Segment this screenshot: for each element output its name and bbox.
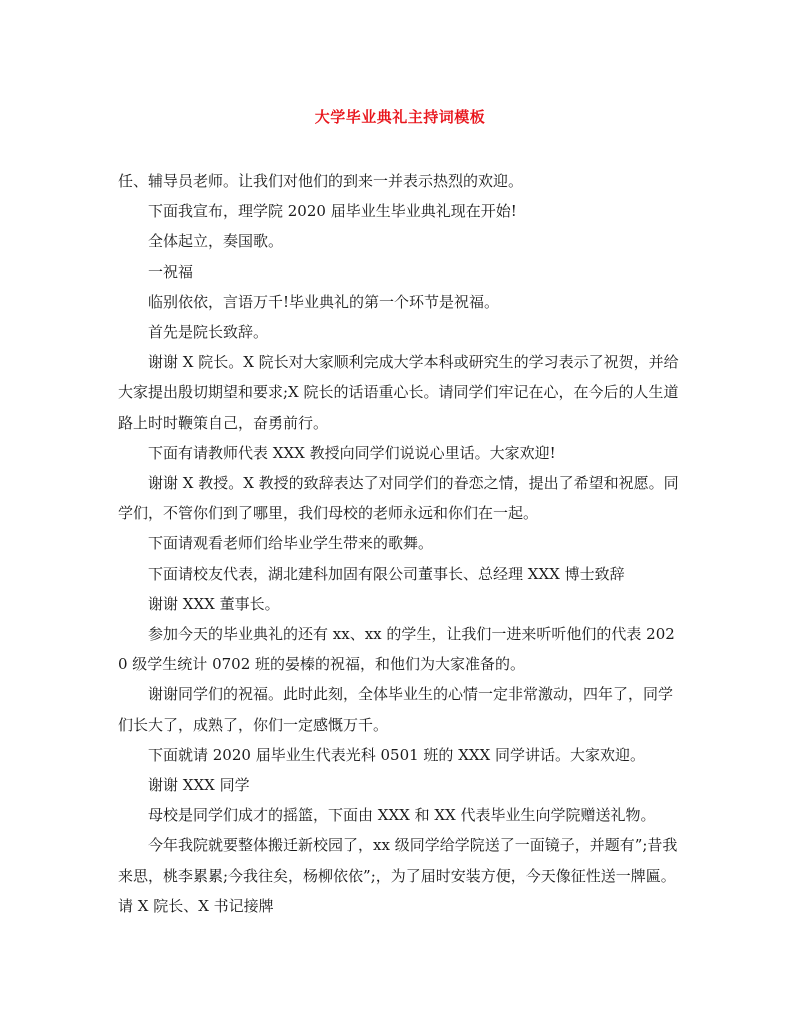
paragraph-11: 下面请校友代表，湖北建科加固有限公司董事长、总经理 XXX 博士致辞 <box>148 564 625 583</box>
paragraph-2: 下面我宣布，理学院 2020 届毕业生毕业典礼现在开始! <box>148 202 517 221</box>
paragraph-18: 今年我院就要整体搬迁新校园了，xx 级同学给学院送了一面镜子，并题有”;昔我来思，桃李累累;今我往矣，杨柳依依”;，为了届时安装方便，今天像征性送一牌匾。请 X 院长、X 书记接牌 <box>118 836 678 915</box>
paragraph-14: 谢谢同学们的祝福。此时此刻，全体毕业生的心情一定非常激动，四年了，同学们长大了，成熟了，你们一定感慨万千。 <box>118 685 674 734</box>
paragraph-3: 全体起立，奏国歌。 <box>148 232 284 251</box>
paragraph-4: 一祝福 <box>148 262 194 281</box>
paragraph-17: 母校是同学们成才的摇篮，下面由 XXX 和 XX 代表毕业生向学院赠送礼物。 <box>148 806 656 825</box>
document-body <box>118 166 684 921</box>
paragraph-16: 谢谢 XXX 同学 <box>148 776 250 795</box>
paragraph-7: 谢谢 X 院长。X 院长对大家顺利完成大学本科或研究生的学习表示了祝贺，并给大家提出殷切期望和要求;X 院长的话语重心长。请同学们牢记在心，在今后的人生道路上时时鞭策自己，奋勇前行。 <box>118 353 679 432</box>
paragraph-6: 首先是院长致辞。 <box>148 323 269 342</box>
page-title: 大学毕业典礼主持词模板 <box>314 108 486 126</box>
paragraph-15: 下面就请 2020 届毕业生代表光科 0501 班的 XXX 同学讲话。大家欢迎。 <box>148 745 645 764</box>
paragraph-5: 临别依依，言语万千!毕业典礼的第一个环节是祝福。 <box>148 292 500 311</box>
paragraph-10: 下面请观看老师们给毕业学生带来的歌舞。 <box>148 534 434 553</box>
paragraph-13: 参加今天的毕业典礼的还有 xx、xx 的学生，让我们一进来听听他们的代表 2020 级学生统计 0702 班的晏榛的祝福，和他们为大家准备的。 <box>118 625 675 674</box>
paragraph-8: 下面有请教师代表 XXX 教授向同学们说说心里话。大家欢迎! <box>148 443 556 462</box>
paragraph-12: 谢谢 XXX 董事长。 <box>148 594 280 613</box>
paragraph-1: 任、辅导员老师。让我们对他们的到来一并表示热烈的欢迎。 <box>118 172 524 190</box>
paragraph-9: 谢谢 X 教授。X 教授的致辞表达了对同学们的眷恋之情，提出了希望和祝愿。同学们，不管你们到了哪里，我们母校的老师永远和你们在一起。 <box>118 474 679 523</box>
